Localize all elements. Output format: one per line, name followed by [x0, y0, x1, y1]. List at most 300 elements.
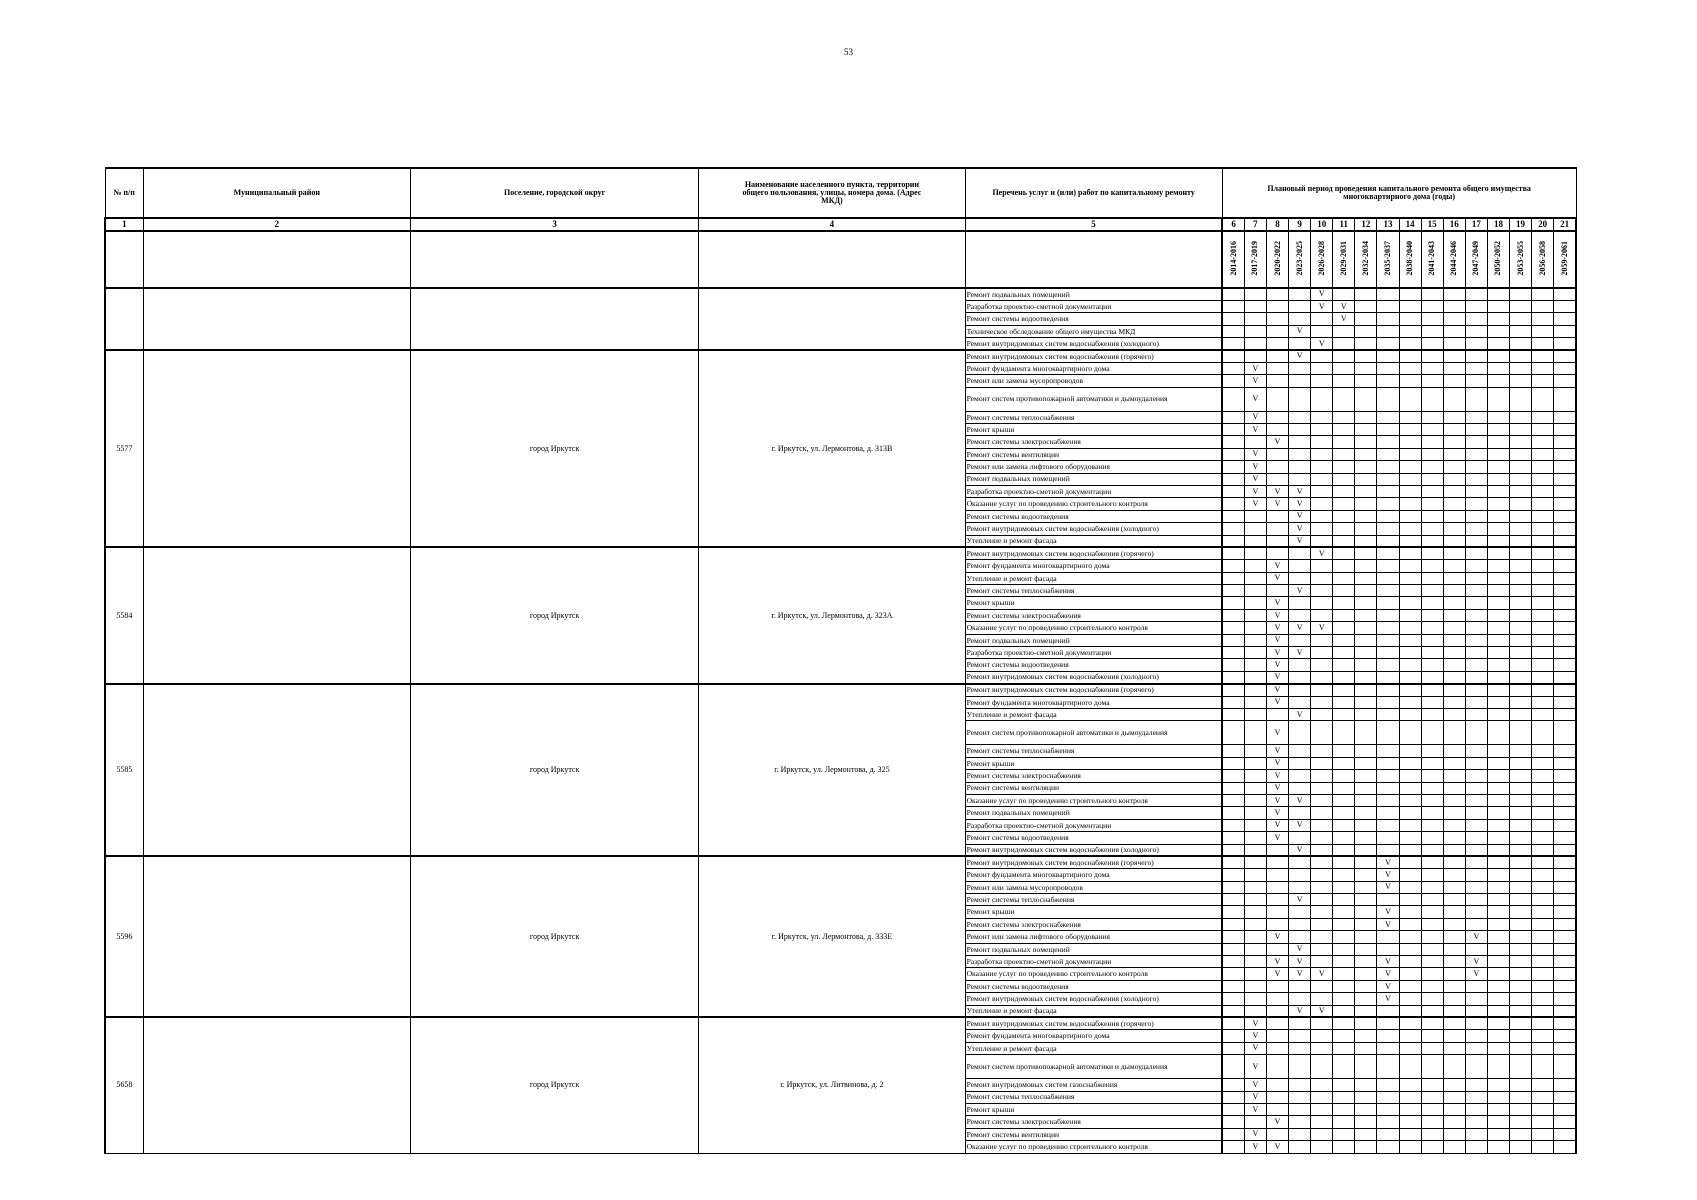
period-mark-cell — [1355, 300, 1377, 312]
period-mark-cell — [1289, 684, 1311, 696]
period-mark-cell — [1532, 906, 1554, 918]
period-mark-cell — [1244, 782, 1266, 794]
period-mark-cell — [1244, 634, 1266, 646]
period-mark-cell — [1465, 696, 1487, 708]
period-mark-cell: V — [1289, 709, 1311, 721]
period-mark-cell — [1333, 869, 1355, 881]
period-mark-cell — [1487, 993, 1509, 1005]
period-mark-cell: V — [1289, 498, 1311, 510]
period-mark-cell — [1266, 894, 1288, 906]
period-mark-cell — [1421, 671, 1443, 683]
period-mark-cell — [1510, 609, 1532, 621]
period-mark-cell — [1222, 485, 1244, 497]
period-mark-cell — [1355, 993, 1377, 1005]
period-mark-cell: V — [1244, 1141, 1266, 1153]
period-mark-cell — [1487, 757, 1509, 769]
period-mark-cell — [1266, 288, 1288, 300]
period-mark-cell: V — [1266, 634, 1288, 646]
period-mark-cell — [1377, 1005, 1399, 1017]
period-mark-cell — [1355, 856, 1377, 868]
period-mark-cell — [1333, 485, 1355, 497]
period-mark-cell — [1355, 684, 1377, 696]
period-mark-cell — [1465, 794, 1487, 806]
table-row — [105, 350, 1576, 362]
period-mark-cell — [1443, 881, 1465, 893]
period-mark-cell — [1465, 844, 1487, 856]
work-name: Ремонт внутридомовых систем водоснабжения (горячего) — [965, 547, 1222, 559]
period-mark-cell — [1421, 931, 1443, 943]
period-mark-cell — [1311, 609, 1333, 621]
period-mark-cell — [1465, 535, 1487, 547]
period-mark-cell — [1421, 622, 1443, 634]
period-mark-cell: V — [1266, 622, 1288, 634]
period-mark-cell — [1244, 1005, 1266, 1017]
period-mark-cell — [1465, 1079, 1487, 1091]
period-mark-cell — [1399, 968, 1421, 980]
period-mark-cell — [1311, 387, 1333, 411]
header-num: № п/п — [105, 168, 143, 218]
period-mark-cell — [1266, 387, 1288, 411]
period-mark-cell — [1333, 1017, 1355, 1029]
period-mark-cell — [1333, 325, 1355, 337]
period-mark-cell — [1443, 362, 1465, 374]
period-mark-cell — [1421, 485, 1443, 497]
settlement-cell — [410, 288, 698, 350]
period-mark-cell — [1311, 881, 1333, 893]
period-mark-cell: V — [1266, 609, 1288, 621]
period-mark-cell — [1554, 1128, 1576, 1140]
period-mark-cell — [1244, 547, 1266, 559]
period-mark-cell — [1510, 485, 1532, 497]
period-mark-cell — [1465, 424, 1487, 436]
period-mark-cell — [1222, 362, 1244, 374]
period-mark-cell — [1421, 473, 1443, 485]
work-name: Ремонт системы электроснабжения — [965, 918, 1222, 930]
period-mark-cell — [1311, 523, 1333, 535]
period-mark-cell — [1222, 338, 1244, 350]
work-name: Ремонт системы электроснабжения — [965, 1116, 1222, 1128]
period-mark-cell — [1532, 757, 1554, 769]
period-mark-cell: V — [1289, 622, 1311, 634]
period-mark-cell — [1311, 931, 1333, 943]
period-mark-cell — [1222, 745, 1244, 757]
period-mark-cell — [1465, 993, 1487, 1005]
period-mark-cell — [1465, 411, 1487, 423]
period-mark-cell: V — [1289, 523, 1311, 535]
work-name: Утепление и ремонт фасада — [965, 709, 1222, 721]
period-mark-cell — [1532, 338, 1554, 350]
period-mark-cell — [1554, 1079, 1576, 1091]
period-mark-cell — [1289, 338, 1311, 350]
period-mark-cell — [1532, 968, 1554, 980]
period-mark-cell — [1487, 461, 1509, 473]
period-mark-cell — [1487, 745, 1509, 757]
period-mark-cell — [1222, 918, 1244, 930]
period-mark-cell — [1377, 288, 1399, 300]
period-mark-cell — [1399, 918, 1421, 930]
period-header — [1333, 231, 1355, 288]
settlement-cell: город Иркутск — [410, 547, 698, 683]
period-mark-cell — [1532, 300, 1554, 312]
period-mark-cell — [1421, 659, 1443, 671]
period-mark-cell — [1421, 757, 1443, 769]
period-mark-cell — [1554, 956, 1576, 968]
period-mark-cell — [1222, 782, 1244, 794]
period-mark-cell — [1333, 659, 1355, 671]
period-mark-cell — [1377, 745, 1399, 757]
period-mark-cell — [1510, 709, 1532, 721]
period-mark-cell — [1399, 844, 1421, 856]
period-mark-cell — [1532, 448, 1554, 460]
period-mark-cell — [1554, 609, 1576, 621]
period-mark-cell — [1355, 375, 1377, 387]
period-mark-cell — [1399, 807, 1421, 819]
period-mark-cell — [1487, 560, 1509, 572]
work-name: Ремонт фундамента многоквартирного дома — [965, 869, 1222, 881]
period-mark-cell — [1554, 535, 1576, 547]
period-mark-cell — [1532, 1030, 1554, 1042]
period-mark-cell — [1377, 560, 1399, 572]
period-mark-cell — [1487, 1116, 1509, 1128]
period-mark-cell — [1311, 1116, 1333, 1128]
period-mark-cell — [1465, 721, 1487, 745]
period-mark-cell — [1355, 894, 1377, 906]
period-mark-cell — [1554, 436, 1576, 448]
period-mark-cell — [1377, 1116, 1399, 1128]
period-mark-cell — [1355, 943, 1377, 955]
period-mark-cell: V — [1311, 1005, 1333, 1017]
address-cell — [699, 288, 965, 350]
period-mark-cell — [1266, 300, 1288, 312]
period-mark-cell — [1443, 498, 1465, 510]
settlement-cell: город Иркутск — [410, 856, 698, 1017]
period-mark-cell — [1244, 894, 1266, 906]
period-mark-cell — [1399, 424, 1421, 436]
period-mark-cell — [1421, 510, 1443, 522]
work-name: Ремонт крыши — [965, 1103, 1222, 1115]
period-mark-cell — [1311, 956, 1333, 968]
period-mark-cell: V — [1244, 387, 1266, 411]
capital-repair-table — [104, 167, 1577, 1154]
period-mark-cell — [1222, 832, 1244, 844]
period-mark-cell — [1266, 1103, 1288, 1115]
period-mark-cell — [1554, 1103, 1576, 1115]
address-cell: г. Иркутск, ул. Лермонтова, д. 313В — [699, 350, 965, 547]
period-mark-cell — [1465, 547, 1487, 559]
period-mark-cell — [1399, 1030, 1421, 1042]
period-mark-cell — [1510, 350, 1532, 362]
period-header — [1311, 231, 1333, 288]
period-mark-cell — [1355, 881, 1377, 893]
period-mark-cell: V — [1244, 1103, 1266, 1115]
period-mark-cell — [1333, 424, 1355, 436]
period-mark-cell: V — [1377, 980, 1399, 992]
period-mark-cell — [1421, 794, 1443, 806]
work-name: Ремонт внутридомовых систем водоснабжения (холодного) — [965, 523, 1222, 535]
period-mark-cell — [1399, 794, 1421, 806]
period-mark-cell — [1399, 993, 1421, 1005]
period-mark-cell — [1311, 572, 1333, 584]
period-mark-cell — [1222, 313, 1244, 325]
period-mark-cell: V — [1289, 535, 1311, 547]
period-mark-cell — [1266, 424, 1288, 436]
period-mark-cell — [1377, 362, 1399, 374]
period-mark-cell — [1554, 313, 1576, 325]
period-mark-cell — [1244, 819, 1266, 831]
period-mark-cell — [1554, 1091, 1576, 1103]
period-mark-cell — [1377, 498, 1399, 510]
work-name: Ремонт системы водоотведения — [965, 832, 1222, 844]
period-mark-cell — [1377, 794, 1399, 806]
period-mark-cell — [1377, 448, 1399, 460]
period-mark-cell — [1377, 819, 1399, 831]
period-mark-cell — [1399, 1017, 1421, 1029]
period-mark-cell — [1487, 375, 1509, 387]
period-mark-cell — [1554, 993, 1576, 1005]
period-mark-cell — [1421, 436, 1443, 448]
period-mark-cell — [1222, 1017, 1244, 1029]
district-cell — [143, 288, 410, 350]
period-mark-cell — [1355, 956, 1377, 968]
period-mark-cell — [1289, 597, 1311, 609]
work-name: Ремонт подвальных помещений — [965, 807, 1222, 819]
period-mark-cell — [1222, 757, 1244, 769]
period-label: 2053-2055 — [1515, 241, 1525, 276]
period-mark-cell — [1487, 609, 1509, 621]
period-mark-cell — [1532, 770, 1554, 782]
period-mark-cell — [1510, 980, 1532, 992]
period-mark-cell — [1355, 807, 1377, 819]
period-mark-cell: V — [1311, 338, 1333, 350]
period-mark-cell — [1532, 424, 1554, 436]
period-mark-cell — [1377, 1042, 1399, 1054]
district-cell — [143, 350, 410, 547]
period-mark-cell — [1377, 684, 1399, 696]
period-mark-cell — [1532, 721, 1554, 745]
period-mark-cell — [1222, 1042, 1244, 1054]
period-mark-cell — [1399, 770, 1421, 782]
period-mark-cell — [1554, 807, 1576, 819]
period-mark-cell — [1443, 1128, 1465, 1140]
period-mark-cell — [1510, 523, 1532, 535]
period-mark-cell — [1421, 968, 1443, 980]
period-mark-cell — [1487, 300, 1509, 312]
period-mark-cell — [1222, 325, 1244, 337]
period-mark-cell — [1377, 485, 1399, 497]
column-number: 19 — [1510, 218, 1532, 231]
period-mark-cell: V — [1244, 424, 1266, 436]
period-mark-cell — [1399, 622, 1421, 634]
period-mark-cell — [1421, 1030, 1443, 1042]
period-mark-cell — [1532, 659, 1554, 671]
period-mark-cell: V — [1311, 288, 1333, 300]
period-mark-cell — [1465, 1091, 1487, 1103]
period-mark-cell: V — [1244, 375, 1266, 387]
period-mark-cell — [1377, 411, 1399, 423]
period-mark-cell — [1510, 993, 1532, 1005]
period-mark-cell — [1421, 572, 1443, 584]
period-mark-cell — [1266, 375, 1288, 387]
period-mark-cell — [1510, 684, 1532, 696]
period-mark-cell — [1222, 498, 1244, 510]
period-mark-cell — [1554, 770, 1576, 782]
period-mark-cell — [1355, 770, 1377, 782]
period-mark-cell — [1266, 1079, 1288, 1091]
header-address — [699, 168, 965, 218]
period-mark-cell: V — [1289, 585, 1311, 597]
period-mark-cell — [1554, 647, 1576, 659]
period-mark-cell — [1266, 1091, 1288, 1103]
period-mark-cell — [1465, 461, 1487, 473]
period-mark-cell — [1554, 362, 1576, 374]
period-mark-cell — [1222, 684, 1244, 696]
period-mark-cell — [1554, 709, 1576, 721]
period-mark-cell — [1465, 832, 1487, 844]
period-mark-cell — [1554, 671, 1576, 683]
period-mark-cell — [1465, 1116, 1487, 1128]
period-mark-cell — [1399, 338, 1421, 350]
period-mark-cell — [1333, 436, 1355, 448]
period-mark-cell — [1333, 745, 1355, 757]
period-mark-cell — [1333, 473, 1355, 485]
period-mark-cell: V — [1266, 498, 1288, 510]
district-cell — [143, 684, 410, 857]
period-mark-cell: V — [1289, 510, 1311, 522]
period-mark-cell — [1465, 659, 1487, 671]
work-name: Утепление и ремонт фасада — [965, 572, 1222, 584]
period-mark-cell — [1333, 572, 1355, 584]
period-mark-cell — [1487, 943, 1509, 955]
period-mark-cell — [1465, 770, 1487, 782]
period-mark-cell — [1399, 956, 1421, 968]
period-mark-cell — [1266, 1005, 1288, 1017]
period-mark-cell — [1510, 807, 1532, 819]
period-mark-cell — [1311, 411, 1333, 423]
period-mark-cell — [1333, 794, 1355, 806]
period-mark-cell — [1355, 609, 1377, 621]
period-mark-cell — [1289, 671, 1311, 683]
period-mark-cell — [1443, 894, 1465, 906]
period-mark-cell — [1554, 288, 1576, 300]
period-mark-cell — [1266, 881, 1288, 893]
period-mark-cell: V — [1289, 1005, 1311, 1017]
period-mark-cell — [1355, 906, 1377, 918]
period-mark-cell — [1443, 634, 1465, 646]
period-mark-cell — [1554, 523, 1576, 535]
period-mark-cell — [1244, 510, 1266, 522]
period-mark-cell — [1443, 510, 1465, 522]
work-name: Ремонт системы теплоснабжения — [965, 745, 1222, 757]
period-mark-cell — [1532, 782, 1554, 794]
period-mark-cell — [1443, 523, 1465, 535]
period-mark-cell — [1554, 980, 1576, 992]
period-mark-cell — [1554, 782, 1576, 794]
period-mark-cell — [1532, 597, 1554, 609]
period-header — [1465, 231, 1487, 288]
period-mark-cell — [1421, 300, 1443, 312]
header-period — [1222, 168, 1576, 218]
period-mark-cell — [1333, 931, 1355, 943]
period-mark-cell — [1399, 448, 1421, 460]
period-mark-cell — [1244, 609, 1266, 621]
period-mark-cell — [1222, 894, 1244, 906]
period-mark-cell — [1532, 684, 1554, 696]
period-mark-cell — [1377, 1141, 1399, 1153]
settlement-cell: город Иркутск — [410, 350, 698, 547]
work-name: Ремонт внутридомовых систем водоснабжения (горячего) — [965, 684, 1222, 696]
period-mark-cell — [1443, 288, 1465, 300]
period-mark-cell — [1266, 1055, 1288, 1079]
period-mark-cell — [1399, 906, 1421, 918]
period-mark-cell — [1443, 375, 1465, 387]
period-mark-cell — [1244, 313, 1266, 325]
period-mark-cell — [1333, 684, 1355, 696]
period-header — [1487, 231, 1509, 288]
period-mark-cell — [1333, 1079, 1355, 1091]
period-mark-cell — [1421, 684, 1443, 696]
period-mark-cell — [1399, 721, 1421, 745]
period-header — [1532, 231, 1554, 288]
period-mark-cell — [1421, 956, 1443, 968]
period-mark-cell — [1554, 375, 1576, 387]
period-mark-cell — [1554, 696, 1576, 708]
period-label: 2023-2025 — [1294, 241, 1304, 276]
period-mark-cell — [1222, 585, 1244, 597]
period-mark-cell — [1333, 709, 1355, 721]
period-mark-cell — [1532, 510, 1554, 522]
period-mark-cell — [1377, 387, 1399, 411]
period-header — [1399, 231, 1421, 288]
work-name: Ремонт системы электроснабжения — [965, 436, 1222, 448]
period-mark-cell — [1487, 1005, 1509, 1017]
period-mark-cell — [1222, 696, 1244, 708]
period-header — [1377, 231, 1399, 288]
period-mark-cell — [1311, 1091, 1333, 1103]
period-mark-cell — [1266, 473, 1288, 485]
period-mark-cell — [1487, 523, 1509, 535]
period-mark-cell — [1222, 510, 1244, 522]
period-mark-cell — [1465, 1055, 1487, 1079]
period-mark-cell: V — [1266, 696, 1288, 708]
period-mark-cell — [1421, 894, 1443, 906]
period-mark-cell — [1399, 856, 1421, 868]
period-mark-cell — [1289, 1017, 1311, 1029]
period-mark-cell — [1333, 881, 1355, 893]
period-mark-cell — [1222, 956, 1244, 968]
period-mark-cell — [1222, 1141, 1244, 1153]
work-name: Ремонт внутридомовых систем водоснабжения (холодного) — [965, 338, 1222, 350]
period-mark-cell — [1289, 362, 1311, 374]
period-mark-cell — [1355, 968, 1377, 980]
period-mark-cell — [1510, 856, 1532, 868]
period-mark-cell — [1487, 1042, 1509, 1054]
period-mark-cell — [1377, 597, 1399, 609]
period-mark-cell — [1289, 560, 1311, 572]
period-mark-cell — [1421, 350, 1443, 362]
period-mark-cell — [1222, 869, 1244, 881]
table-row — [105, 288, 1576, 300]
period-mark-cell: V — [1244, 411, 1266, 423]
period-mark-cell — [1443, 696, 1465, 708]
period-mark-cell — [1355, 647, 1377, 659]
period-mark-cell — [1377, 535, 1399, 547]
header-settlement: Поселение, городской округ — [410, 168, 698, 218]
work-name: Ремонт внутридомовых систем газоснабжения — [965, 1079, 1222, 1091]
period-mark-cell — [1311, 819, 1333, 831]
period-mark-cell — [1487, 411, 1509, 423]
period-mark-cell — [1487, 1141, 1509, 1153]
period-mark-cell — [1266, 980, 1288, 992]
